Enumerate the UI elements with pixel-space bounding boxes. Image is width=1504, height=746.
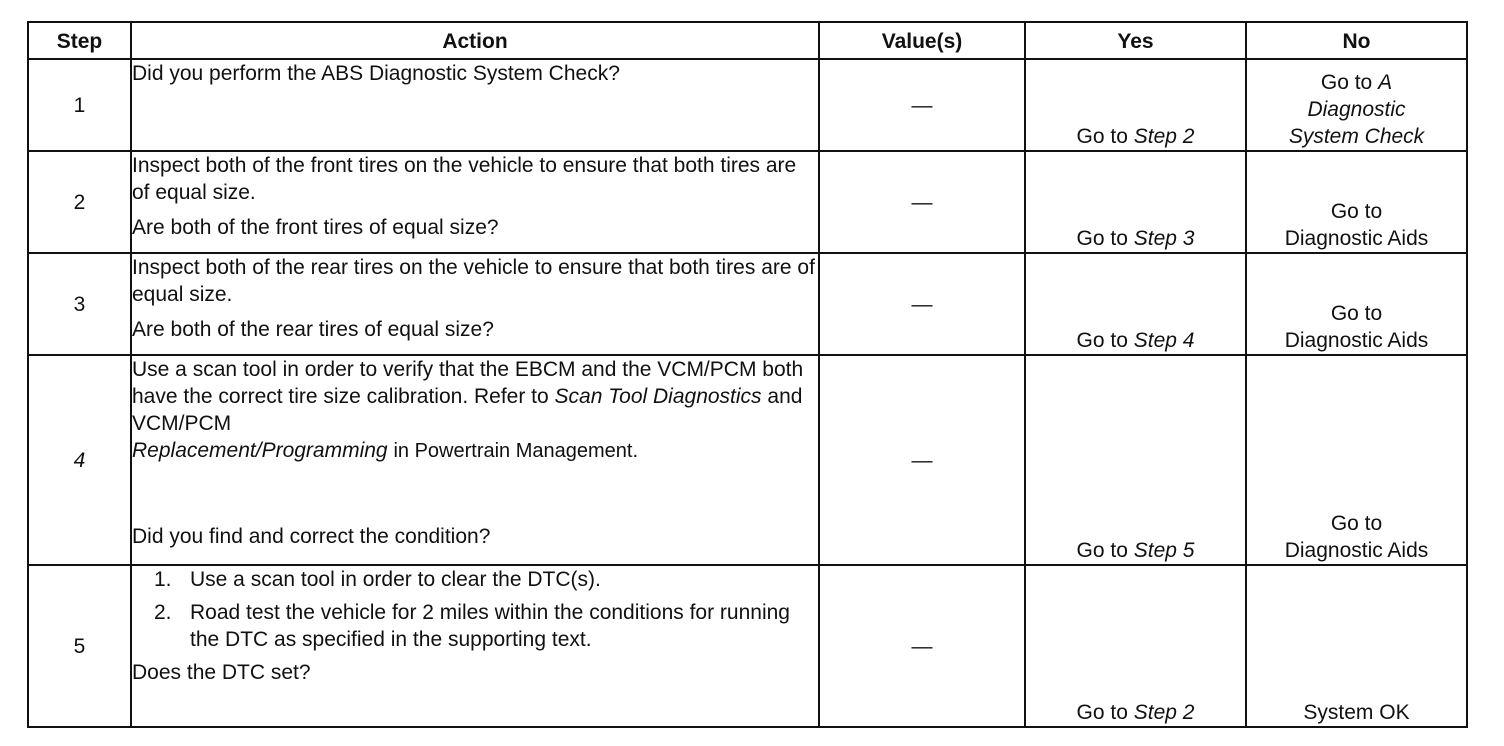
reference-link[interactable]: Scan Tool Diagnostics: [554, 385, 762, 408]
no-cell: [1246, 355, 1467, 565]
no-link[interactable]: Diagnostic Aids: [1284, 227, 1429, 250]
value-cell: —: [819, 59, 1025, 151]
yes-prefix: Go to: [1076, 329, 1128, 352]
value-cell: —: [819, 355, 1025, 565]
yes-prefix: Go to: [1076, 227, 1128, 250]
action-question: Did you find and correct the condition?: [132, 525, 491, 548]
no-cell: [1246, 59, 1467, 151]
action-question: Does the DTC set?: [132, 661, 311, 684]
table-header-row: [28, 22, 1467, 59]
yes-cell: [1025, 565, 1246, 727]
action-cell: [131, 253, 819, 355]
substep-number: 2.: [154, 601, 172, 624]
no-link-part[interactable]: Diagnostic: [1307, 98, 1406, 121]
header-step: Step: [28, 22, 131, 59]
no-prefix: Go to: [1330, 200, 1383, 223]
no-link-part[interactable]: A: [1378, 71, 1393, 94]
action-question: Did you perform the ABS Diagnostic System Check?: [132, 62, 620, 85]
table-row: [28, 565, 1467, 727]
action-instruction: Inspect both of the rear tires on the vehicle to ensure that both tires are of equal size.: [132, 256, 815, 306]
step-number: 1: [28, 59, 131, 151]
yes-step-link[interactable]: Step 3: [1133, 227, 1195, 250]
header-yes: Yes: [1025, 22, 1246, 59]
no-prefix: Go to: [1330, 302, 1383, 325]
yes-cell: [1025, 253, 1246, 355]
no-cell: [1246, 253, 1467, 355]
instruction-text: Use a scan tool in order to verify that the EBCM and the VCM/PCM both have the correct tire size calibration. Refer to: [132, 358, 804, 408]
list-item: [132, 599, 818, 653]
no-link[interactable]: Diagnostic Aids: [1284, 329, 1429, 352]
table-row: [28, 59, 1467, 151]
reference-link[interactable]: Replacement/Programming: [132, 439, 388, 462]
action-instruction: [132, 356, 818, 465]
instruction-text: and VCM/PCM: [132, 385, 803, 435]
yes-step-link[interactable]: Step 2: [1133, 701, 1195, 724]
action-cell: [131, 565, 819, 727]
substep-text: Road test the vehicle for 2 miles within the conditions for running the DTC as specified in the supporting text.: [190, 601, 790, 651]
substep-text: Use a scan tool in order to clear the DTC(s).: [190, 568, 601, 591]
yes-prefix: Go to: [1076, 539, 1128, 562]
yes-step-link[interactable]: Step 5: [1133, 539, 1195, 562]
header-values: Value(s): [819, 22, 1025, 59]
yes-step-link[interactable]: Step 2: [1133, 125, 1195, 148]
no-prefix: Go to: [1330, 512, 1383, 535]
action-question: Are both of the front tires of equal size?: [132, 216, 499, 239]
step-number: 3: [28, 253, 131, 355]
substep-list: [132, 566, 818, 653]
header-no: No: [1246, 22, 1467, 59]
action-instruction: Inspect both of the front tires on the vehicle to ensure that both tires are of equal size.: [132, 154, 797, 204]
header-action: Action: [131, 22, 819, 59]
yes-prefix: Go to: [1076, 125, 1128, 148]
substep-number: 1.: [154, 568, 172, 591]
no-cell: [1246, 565, 1467, 727]
value-cell: —: [819, 565, 1025, 727]
yes-cell: [1025, 59, 1246, 151]
action-cell: [131, 151, 819, 253]
table-row: [28, 355, 1467, 565]
no-link-part[interactable]: System Check: [1288, 125, 1425, 148]
no-cell: [1246, 151, 1467, 253]
action-question: Are both of the rear tires of equal size?: [132, 318, 494, 341]
table-row: [28, 253, 1467, 355]
instruction-text: in Powertrain Management.: [393, 440, 639, 462]
no-link[interactable]: Diagnostic Aids: [1284, 539, 1429, 562]
table-row: [28, 151, 1467, 253]
yes-step-link[interactable]: Step 4: [1133, 329, 1195, 352]
no-result: System OK: [1303, 701, 1410, 724]
step-number: 5: [28, 565, 131, 727]
action-cell: [131, 355, 819, 565]
action-cell: [131, 59, 819, 151]
value-cell: —: [819, 151, 1025, 253]
diagnostic-table: [27, 21, 1468, 728]
yes-cell: [1025, 151, 1246, 253]
step-number: 2: [28, 151, 131, 253]
yes-cell: [1025, 355, 1246, 565]
value-cell: —: [819, 253, 1025, 355]
list-item: [132, 566, 818, 593]
no-prefix: Go to: [1320, 71, 1373, 94]
yes-prefix: Go to: [1076, 701, 1128, 724]
step-number: 4: [28, 355, 131, 565]
